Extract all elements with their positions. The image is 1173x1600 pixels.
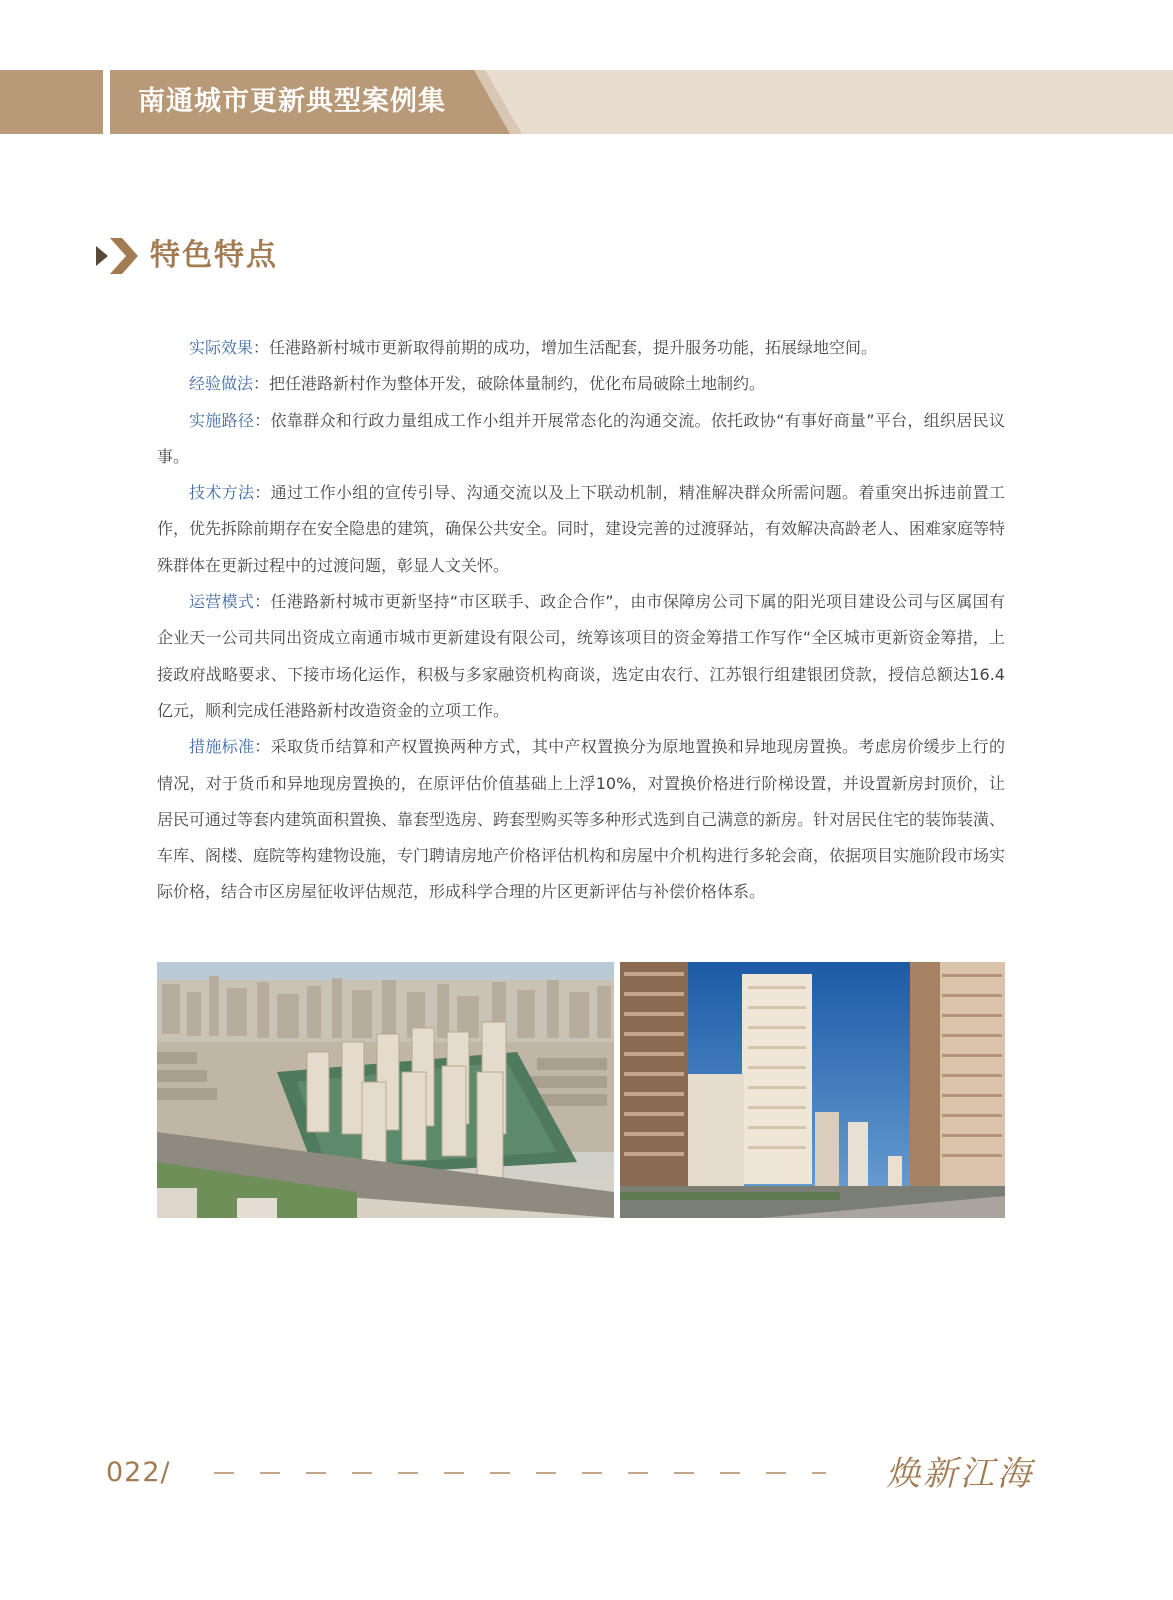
paragraph-text: ：依靠群众和行政力量组成工作小组并开展常态化的沟通交流。依托政协“有事好商量”平台，组织居民议事。 <box>157 410 1005 466</box>
footer-brand-calligraphy: 焕新江海 <box>886 1454 1034 1494</box>
paragraph-experience <box>157 366 1005 402</box>
paragraph-text: ：把任港路新村作为整体开发，破除体量制约，优化布局破除土地制约。 <box>253 374 766 394</box>
header-title: 南通城市更新典型案例集 <box>138 86 446 117</box>
header-left-block <box>0 70 103 134</box>
paragraph-label: 实际效果 <box>189 338 254 357</box>
paragraph-label: 实施路径 <box>189 410 255 430</box>
paragraph-text: ：通过工作小组的宣传引导、沟通交流以及上下联动机制，精准解决群众所需问题。着重突出拆违前置工作，优先拆除前期存在安全隐患的建筑，确保公共安全。同时，建设完善的过渡驿站，有效解决高龄老人、困难家庭等特殊群体在更新过程中的过渡问题，彰显人文关怀。 <box>157 483 1006 575</box>
paragraph-operation-mode <box>157 584 1005 729</box>
paragraph-text: ：任港路新村城市更新取得前期的成功，增加生活配套，提升服务功能，拓展绿地空间。 <box>253 338 878 357</box>
paragraph-text: ：任港路新村城市更新坚持“市区联手、政企合作”，由市保障房公司下属的阳光项目建设公司与区属国有企业天一公司共同出资成立南通市城市更新建设有限公司，统筹该项目的资金筹措工作写作“全区城市更新资金筹措，上接政府战略要求、下接市场化运作，积极与多家融资机构商谈，选定由农行、江苏银行组建银团贷款，授信总额达16.4亿元，顺利完成任港路新村改造资金的立项工作。 <box>157 592 1005 720</box>
paragraph-text: ：采取货币结算和产权置换两种方式，其中产权置换分为原地置换和异地现房置换。考虑房价缓步上行的情况，对于货币和异地现房置换的，在原评估价值基础上上浮10%，对置换价格进行阶梯设置，并设置新房封顶价，让居民可通过等套内建筑面积置换、靠套型选房、跨套型购买等多种形式选到自己满意的新房。针对居民住宅的装饰装潢、车库、阁楼、庭院等构建物设施，专门聘请房地产价格评估机构和房屋中介机构进行多轮会商，依据项目实施阶段市场实际价格，结合市区房屋征收评估规范，形成科学合理的片区更新评估与补偿价格体系。 <box>157 737 1006 902</box>
paragraph-label: 技术方法 <box>189 483 255 503</box>
paragraph-implementation-path <box>157 403 1005 476</box>
paragraph-actual-effect <box>157 330 1005 366</box>
section-title: 特色特点 <box>150 238 278 273</box>
paragraph-label: 经验做法 <box>189 374 254 394</box>
paragraph-measure-standard <box>157 729 1005 910</box>
paragraph-technical-method <box>157 475 1005 584</box>
paragraph-label: 措施标准 <box>189 737 255 757</box>
paragraph-label: 运营模式 <box>189 592 255 612</box>
footer-dashed-divider <box>214 1472 826 1474</box>
page-number: 022/ <box>106 1457 171 1488</box>
body-text <box>157 330 1005 911</box>
double-chevron-right-icon <box>96 236 140 276</box>
residential-towers-street-photo <box>620 962 1005 1218</box>
header-gap <box>103 70 110 134</box>
aerial-residential-photo <box>157 962 614 1218</box>
